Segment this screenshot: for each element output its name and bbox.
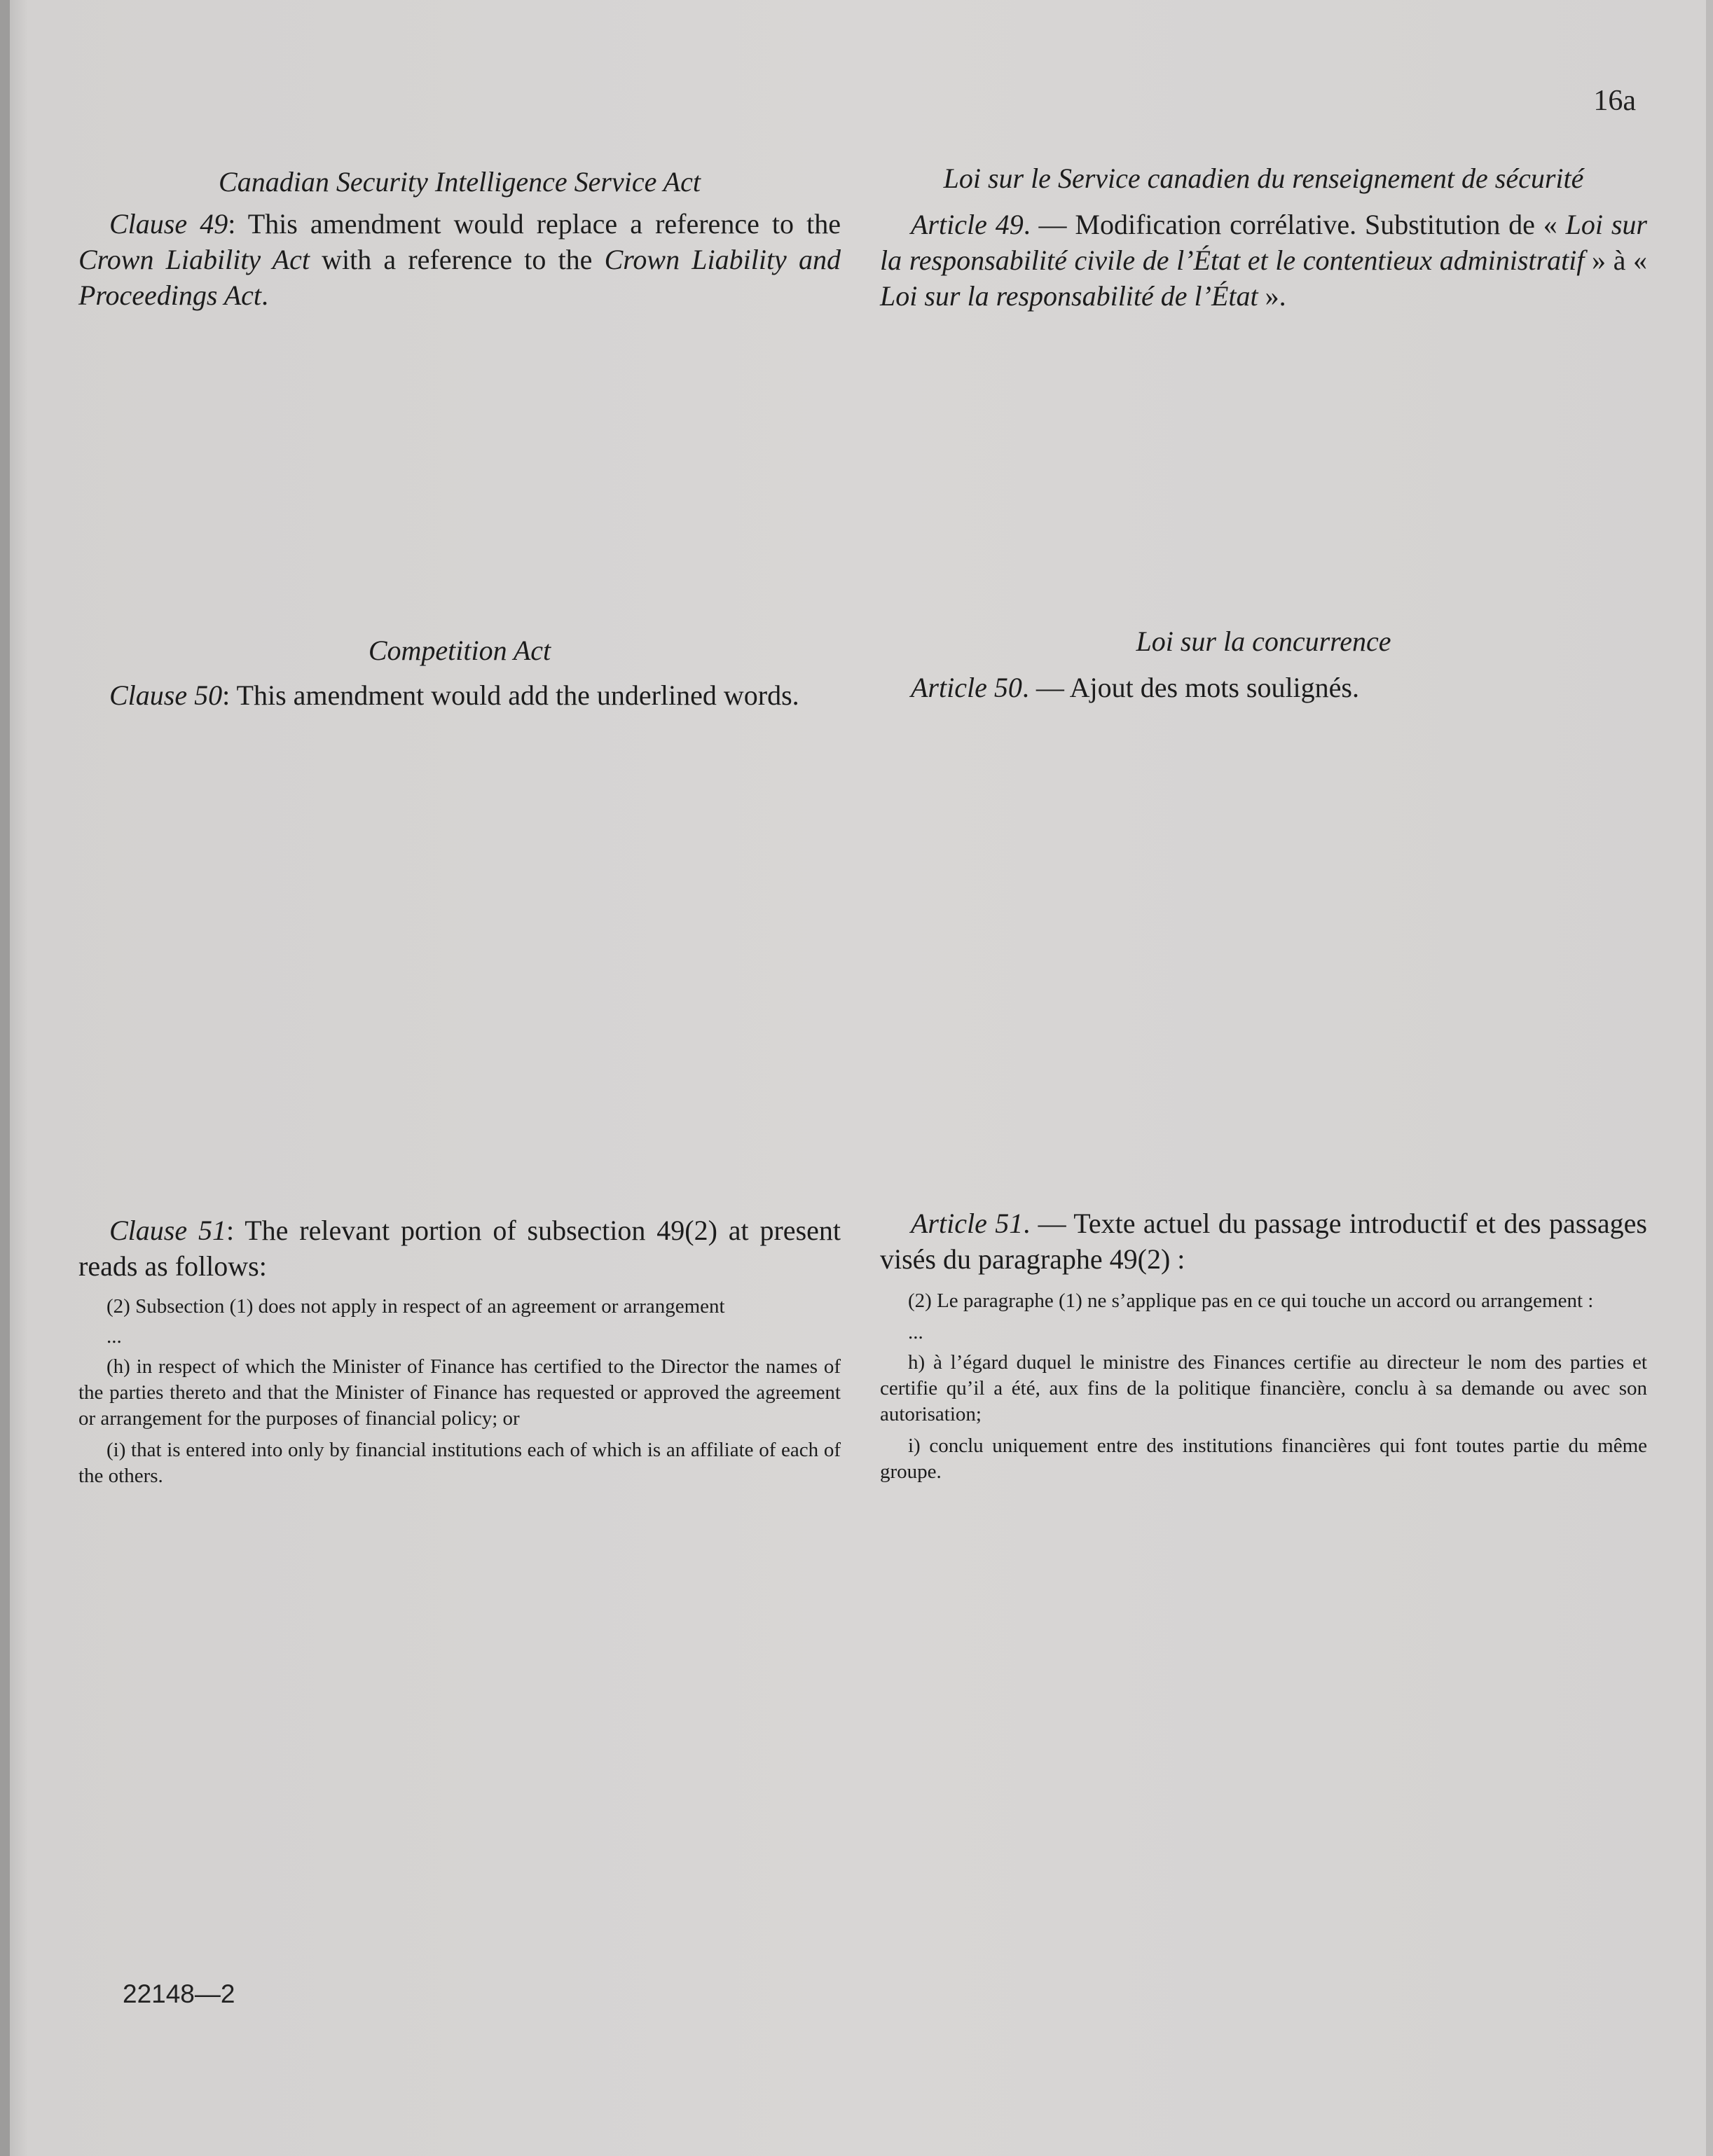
quote-subsection-49-2-en: (2) Subsection (1) does not apply in respect of an agreement or arrangement <box>106 1295 725 1318</box>
article-50-label: Article 50 <box>911 672 1022 703</box>
page-right-edge <box>1706 0 1713 2156</box>
heading-competition-act-fr: Loi sur la concurrence <box>1136 626 1391 657</box>
article-51-label: Article 51 <box>911 1208 1024 1239</box>
english-section-competition <box>78 634 841 713</box>
page-number: 16a <box>1593 85 1636 117</box>
french-section-csis <box>880 162 1647 314</box>
quote-item-h-fr: h) à l’égard duquel le ministre des Finances certifie au directeur le nom des parties et certifie qu’il a été, aux fins de la politique financière, conclu à sa demande ou avec son autorisation; <box>880 1351 1647 1425</box>
clause-51-label: Clause 51 <box>109 1215 226 1246</box>
print-job-code: 22148—2 <box>123 1979 235 2008</box>
heading-competition-act-en: Competition Act <box>368 635 551 666</box>
clause-50-label: Clause 50 <box>109 679 223 711</box>
heading-csis-act-fr: Loi sur le Service canadien du renseignement de sécurité <box>943 163 1584 194</box>
quote-item-i-fr: i) conclu uniquement entre des institutions financières qui font toutes partie du même groupe. <box>880 1435 1647 1483</box>
article-49-note: Article 49. — Modification corrélative. Substitution de « Loi sur la responsabilité civile de l’État et le contentieux administratif » à « Loi sur la responsabilité de l’État ». <box>880 209 1647 312</box>
heading-csis-act-en: Canadian Security Intelligence Service Act <box>219 166 701 198</box>
article-50-note: Article 50. — Ajout des mots soulignés. <box>911 672 1359 703</box>
quote-ellipsis-fr: ... <box>908 1321 923 1343</box>
english-section-clause-51 <box>78 1212 841 1489</box>
french-section-competition <box>880 625 1647 705</box>
quote-item-i-en: (i) that is entered into only by financial institutions each of which is an affiliate of each of the others. <box>78 1439 841 1487</box>
clause-50-note: Clause 50: This amendment would add the underlined words. <box>109 679 799 711</box>
page-left-edge <box>0 0 10 2156</box>
quote-ellipsis-en: ... <box>106 1325 122 1348</box>
clause-49-note: Clause 49: This amendment would replace a reference to the Crown Liability Act with a reference to the Crown Liability and Proceedings Act. <box>78 208 841 311</box>
clause-51-note: Clause 51: The relevant portion of subsection 49(2) at present reads as follows: <box>78 1215 841 1282</box>
english-section-csis <box>78 165 841 313</box>
article-49-label: Article 49 <box>911 209 1024 240</box>
quote-item-h-en: (h) in respect of which the Minister of Finance has certified to the Director the names of the parties thereto and that the Minister of Finance has requested or approved the agreement or arrangement for the purposes of financial policy; or <box>78 1355 841 1430</box>
article-51-note: Article 51. — Texte actuel du passage introductif et des passages visés du paragraphe 49(2) : <box>880 1208 1647 1275</box>
quote-subsection-49-2-fr: (2) Le paragraphe (1) ne s’applique pas en ce qui touche un accord ou arrangement : <box>908 1290 1594 1312</box>
clause-49-label: Clause 49 <box>109 208 228 240</box>
french-section-article-51 <box>880 1205 1647 1485</box>
